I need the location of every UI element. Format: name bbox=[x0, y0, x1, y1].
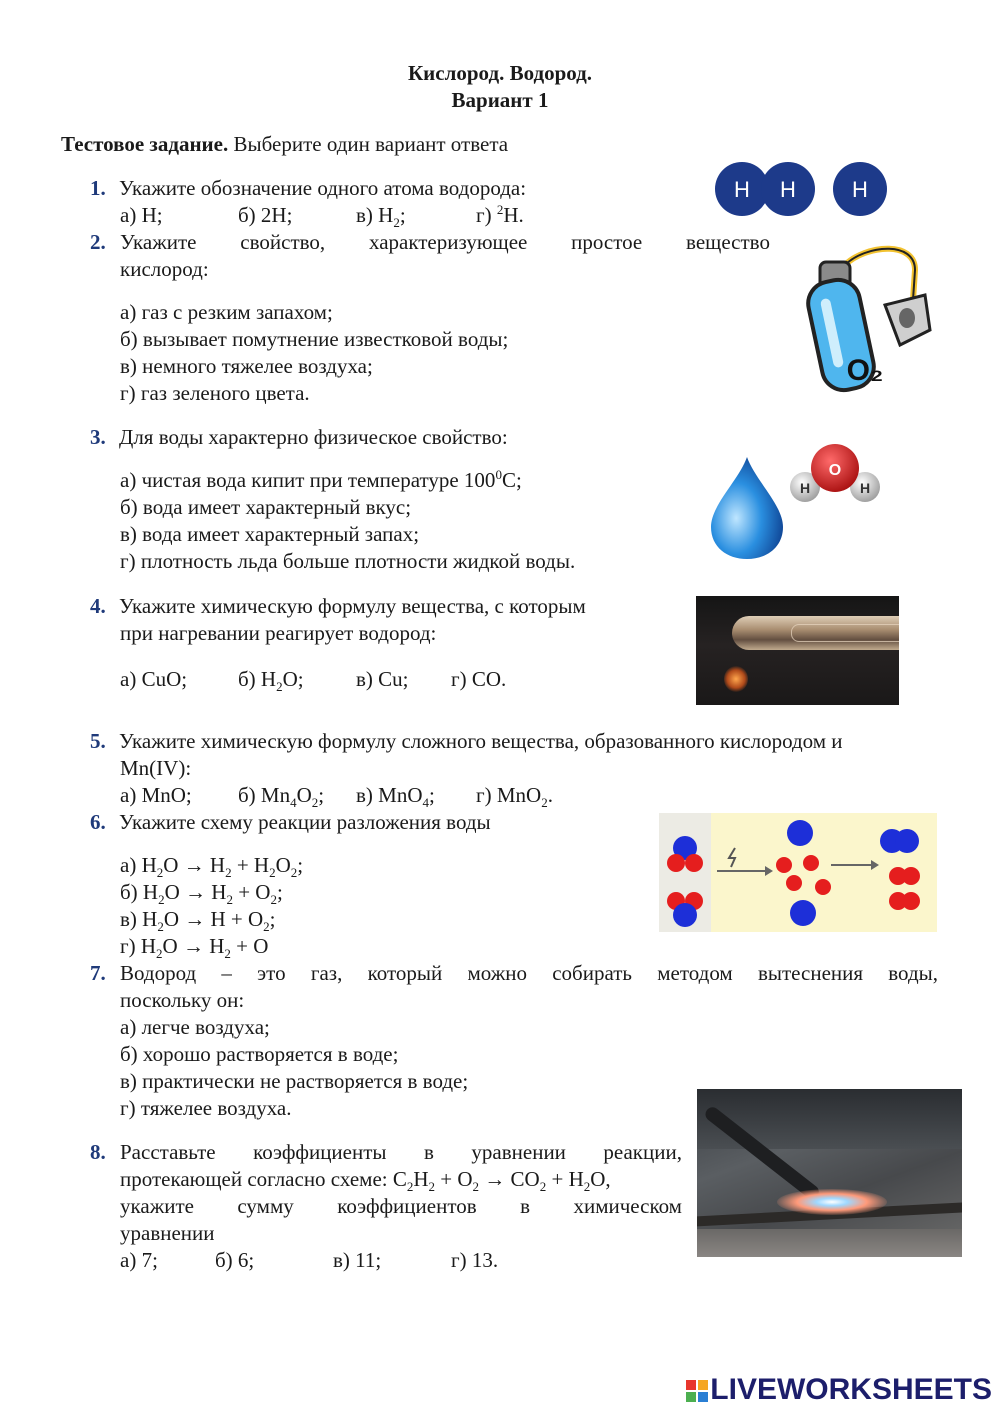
question-4: 4. Укажите химическую формулу вещества, с которым bbox=[90, 594, 586, 618]
question-7-number: 7. bbox=[90, 961, 106, 985]
atom-label: H bbox=[780, 177, 796, 202]
answer-option[interactable]: б) вода имеет характерный вкус; bbox=[120, 495, 412, 519]
answer-option[interactable]: в) немного тяжелее воздуха; bbox=[120, 354, 373, 378]
atom-label: O bbox=[828, 462, 842, 479]
q8-options bbox=[120, 1247, 498, 1274]
question-8-line3: укажите сумму коэффициентов в химическом bbox=[120, 1194, 682, 1218]
answer-option[interactable]: б) $Mn_4O_2$; bbox=[238, 783, 325, 811]
answer-option[interactable]: б) хорошо растворяется в воде; bbox=[120, 1042, 399, 1066]
question-number: 1. bbox=[90, 176, 106, 200]
question-3: 3. Для воды характерно физическое свойство: bbox=[90, 425, 508, 449]
question-8-line2: протекающей согласно схеме: $C_2H_2 + O_2 \to CO_2 + H_2O$, bbox=[120, 1167, 611, 1195]
q5-options bbox=[120, 782, 553, 809]
answer-option[interactable]: а) H; bbox=[120, 203, 163, 227]
answer-option[interactable]: г) $^2$H. bbox=[476, 202, 524, 227]
answer-option[interactable]: б) 2H; bbox=[238, 203, 293, 227]
question-2-line1: Укажите свойство, характеризующее простое вещество bbox=[120, 230, 770, 254]
question-2-line2: кислород: bbox=[120, 257, 209, 281]
water-decomposition-diagram bbox=[659, 813, 937, 932]
o2-label: O₂ bbox=[846, 354, 884, 387]
atom-label: H bbox=[734, 177, 750, 202]
question-5: 5. Укажите химическую формулу сложного вещества, образованного кислородом и bbox=[90, 729, 843, 753]
answer-option[interactable]: в) $H_2O \to H + O_2$; bbox=[120, 907, 276, 935]
question-text: Укажите обозначение одного атома водорода: bbox=[119, 176, 527, 200]
hydrogen-atoms-image bbox=[712, 160, 892, 220]
question-1 bbox=[90, 175, 526, 202]
answer-option[interactable]: г) газ зеленого цвета. bbox=[120, 381, 310, 405]
atom-label: H bbox=[852, 177, 868, 202]
question-text: Укажите схему реакции разложения воды bbox=[119, 810, 491, 834]
answer-option[interactable]: б) 6; bbox=[215, 1248, 255, 1272]
atom-label: H bbox=[799, 480, 811, 496]
logo-icon bbox=[686, 1380, 708, 1402]
answer-option[interactable]: а) MnO; bbox=[120, 783, 192, 807]
liveworksheets-logo bbox=[686, 1373, 992, 1407]
question-text: Для воды характерно физическое свойство: bbox=[119, 425, 508, 449]
instruction-text: Выберите один вариант ответа bbox=[228, 132, 509, 156]
answer-option[interactable]: г) тяжелее воздуха. bbox=[120, 1096, 292, 1120]
question-text: Укажите химическую формулу сложного вещества, образованного кислородом и bbox=[119, 729, 843, 753]
question-text: при нагревании реагирует водород: bbox=[120, 621, 437, 645]
answer-option[interactable]: г) 13. bbox=[451, 1248, 499, 1272]
variant-title: Вариант 1 bbox=[451, 88, 549, 112]
question-text: Mn(IV): bbox=[120, 756, 192, 780]
answer-option[interactable]: а) 7; bbox=[120, 1248, 158, 1272]
question-8-number: 8. bbox=[90, 1140, 106, 1164]
instruction-bold: Тестовое задание. bbox=[61, 132, 229, 156]
answer-option[interactable]: а) $H_2O \to H_2 + H_2O_2$; bbox=[120, 853, 304, 881]
question-text: поскольку он: bbox=[120, 988, 245, 1012]
answer-option[interactable]: в) 11; bbox=[333, 1248, 382, 1272]
question-7-line1: Водород – это газ, который можно собирать методом вытеснения воды, bbox=[120, 961, 938, 985]
answer-option[interactable]: а) CuO; bbox=[120, 667, 188, 691]
answer-option[interactable]: в) MnO$_4$; bbox=[356, 783, 435, 811]
answer-option[interactable]: а) легче воздуха; bbox=[120, 1015, 270, 1039]
q4-options bbox=[120, 666, 506, 693]
answer-option[interactable]: г) CO. bbox=[451, 667, 507, 691]
question-8-line1: Расставьте коэффициенты в уравнении реакции, bbox=[120, 1140, 682, 1164]
answer-option[interactable]: б) $H_2O \to H_2 + O_2$; bbox=[120, 880, 283, 908]
answer-option[interactable]: в) $H_2$; bbox=[356, 203, 406, 231]
oxygen-cylinder-image bbox=[805, 240, 935, 400]
question-6: 6. Укажите схему реакции разложения воды bbox=[90, 810, 491, 834]
question-text: Укажите химическую формулу вещества, с которым bbox=[119, 594, 586, 618]
answer-option[interactable]: б) вызывает помутнение известковой воды; bbox=[120, 327, 509, 351]
atom-label: H bbox=[859, 480, 871, 496]
question-text: уравнении bbox=[120, 1221, 215, 1245]
answer-option[interactable]: б) $H_2O$; bbox=[238, 667, 304, 695]
q1-options bbox=[120, 202, 524, 229]
answer-option[interactable]: г) плотность льда больше плотности жидкой воды. bbox=[120, 549, 576, 573]
question-2-number: 2. bbox=[90, 230, 106, 254]
brand-text: LIVEWORKSHEETS bbox=[710, 1373, 992, 1406]
instruction bbox=[61, 131, 508, 158]
test-tube-photo bbox=[696, 596, 899, 705]
answer-option[interactable]: в) Cu; bbox=[356, 667, 409, 691]
answer-option[interactable]: в) вода имеет характерный запах; bbox=[120, 522, 420, 546]
answer-option[interactable]: г) $H_2O \to H_2 + O$ bbox=[120, 934, 269, 962]
answer-option[interactable]: а) газ с резким запахом; bbox=[120, 300, 333, 324]
welding-torch-photo bbox=[697, 1089, 962, 1257]
answer-option[interactable]: а) чистая вода кипит при температуре $100^0С$; bbox=[120, 467, 522, 492]
answer-option[interactable]: г) MnO$_2$. bbox=[476, 783, 553, 811]
answer-option[interactable]: в) практически не растворяется в воде; bbox=[120, 1069, 469, 1093]
water-drop-molecule-image bbox=[705, 435, 895, 565]
page-title: Кислород. Водород. bbox=[407, 61, 593, 85]
